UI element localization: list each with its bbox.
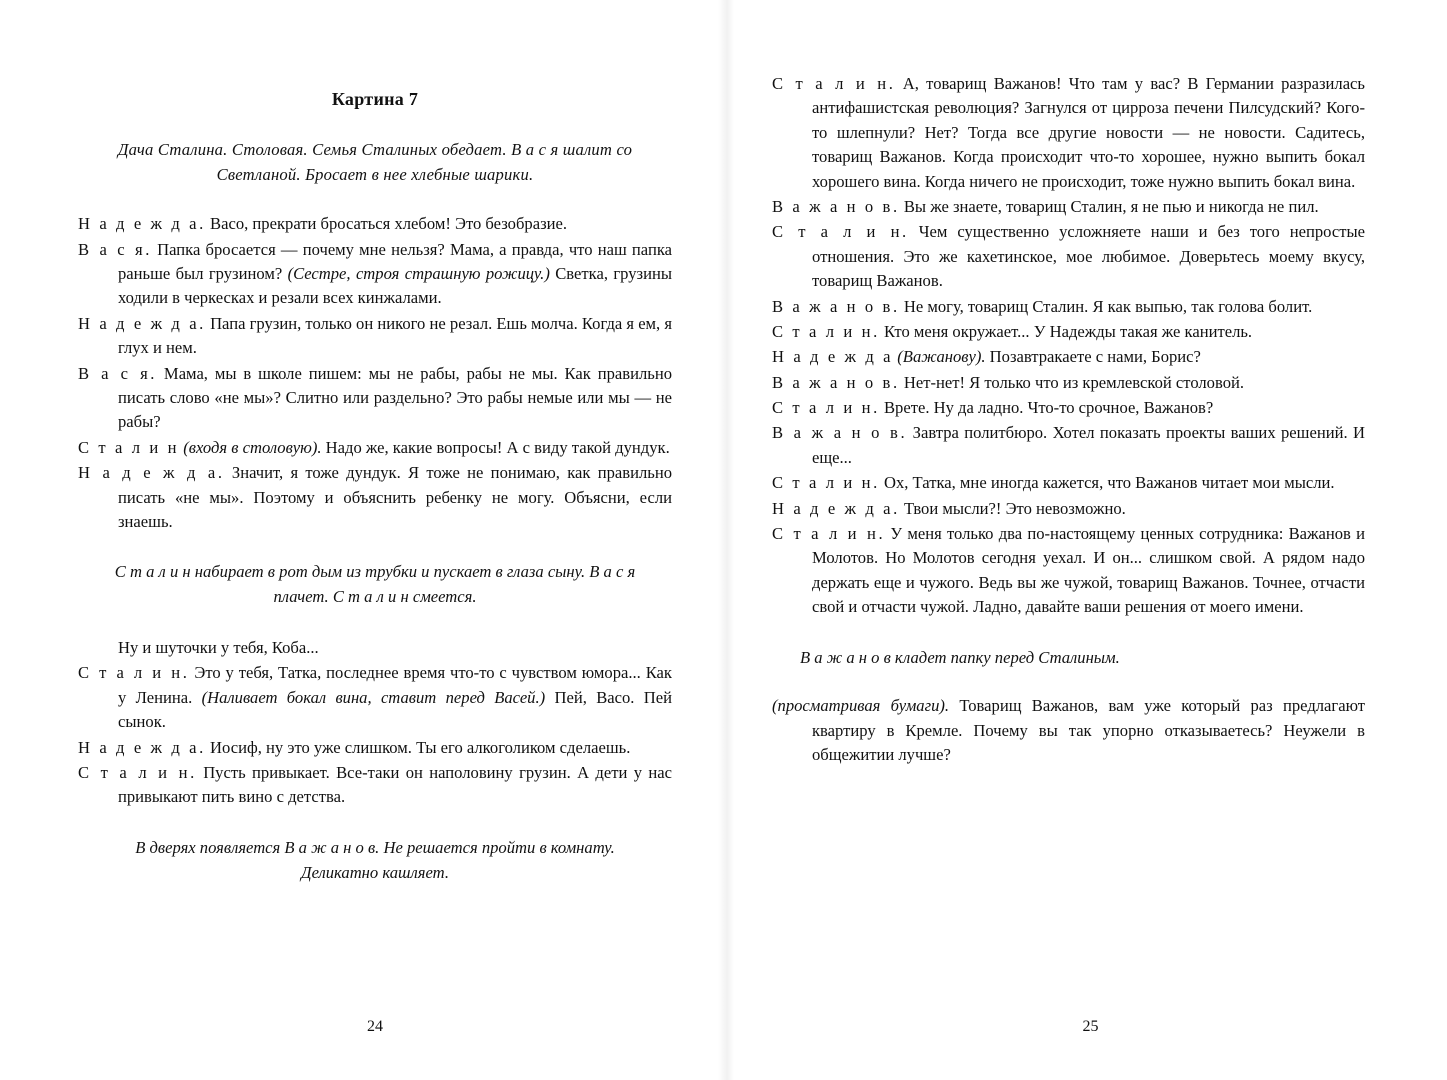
dialogue-line (772, 295, 1365, 319)
speaker-name: С т а л и н. (772, 74, 896, 93)
dialogue-text: Кто меня окружает... У Надежды такая же канитель. (879, 321, 1253, 341)
dialogue-line (772, 195, 1365, 219)
speaker-name: В а ж а н о в. (772, 196, 900, 216)
right-page (724, 0, 1447, 1080)
inline-stage-direction: (Важанову). (897, 347, 986, 367)
dialogue-text: Папка бросается — почему мне нельзя? Мама, а правда, что наш папка раньше был грузином? (118, 239, 673, 284)
dialogue-text: У меня только два по-настоящему ценных сотрудника: Важанов и Молотов. Но Молотов сегодня уехал. И он... слишком свой. А рядом надо держать еще и чужого. Ведь вы же чужой, товарищ Важанов. Точнее, отчасти свой и отчасти чужой. Ладно, давайте ваши решения от моего имени. (812, 524, 1365, 617)
speaker-name: В а ж а н о в. (772, 296, 900, 316)
dialogue-text: Вы же знаете, товарищ Сталин, я не пью и никогда не пил. (899, 196, 1319, 216)
inline-stage-direction: (просматривая бумаги). (772, 696, 950, 716)
dialogue-text: Чем существенно усложняете наши и без того непростые отношения. Это же кахетинское, мое любимое. Доверьтесь моему вкусу, товарищ Важанов. (812, 222, 1365, 291)
left-page-body (78, 86, 672, 886)
dialogue-text: Завтра политбюро. Хотел показать проекты ваших решений. И еще... (812, 423, 1365, 467)
dialogue-text: Не могу, товарищ Сталин. Я как выпью, так голова болит. (899, 296, 1313, 316)
dialogue-line (78, 312, 672, 361)
dialogue-text: Это у тебя, Татка, последнее время что-то с чувством юмора... Как у Ленина. (118, 663, 672, 707)
speaker-name: Н а д е ж д а. (78, 737, 206, 757)
speaker-name: С т а л и н. (772, 524, 886, 544)
speaker-name: В а ж а н о в. (772, 423, 908, 443)
dialogue-line (78, 461, 672, 534)
opening-stage-direction: Дача Сталина. Столовая. Семья Сталиных обедает. В а с я шалит со Светланой. Бросает в нее хлебные шарики. (117, 140, 633, 185)
scene-title: Картина 7 (331, 89, 419, 109)
dialogue-line (772, 497, 1365, 521)
dialogue-text-after: Пей, Васо. Пей сынок. (118, 687, 672, 732)
dialogue-line (78, 761, 672, 810)
speaker-name: С т а л и н. (78, 763, 197, 783)
dialogue-line (772, 371, 1365, 395)
dialogue-text-after: Надо же, какие вопросы! А с виду такой дундук. (321, 437, 670, 457)
stage-direction-block: В а ж а н о в кладет папку перед Сталиным. (800, 647, 1120, 667)
dialogue-line (772, 320, 1365, 344)
speaker-name: С т а л и н. (772, 321, 880, 341)
speaker-name: В а с я. (78, 363, 158, 383)
dialogue-line (78, 661, 672, 734)
speaker-name: В а с я. (78, 239, 152, 259)
dialogue-line (78, 736, 672, 760)
inline-stage-direction: (Наливает бокал вина, ставит перед Васей.) (201, 687, 546, 707)
dialogue-text: Папа грузин, только он никого не резал. Ешь молча. Когда я ем, я глух и нем. (118, 313, 672, 358)
speaker-name: Н а д е ж д а. (78, 313, 206, 333)
speaker-name: С т а л и н. (78, 663, 190, 683)
dialogue-text: Товарищ Важанов, вам уже который раз предлагают квартиру в Кремле. Почему вы так упорно отказываетесь? Неужели в общежитии лучше? (812, 696, 1366, 765)
dialogue-text-after: Светка, грузины ходили в черкесках и резали всех кинжалами. (118, 264, 672, 308)
speaker-name: С т а л и н. (772, 473, 880, 493)
dialogue-line (772, 522, 1365, 620)
right-page-body (772, 72, 1365, 768)
dialogue-text: Васо, прекрати бросаться хлебом! Это безобразие. (205, 214, 568, 234)
stage-direction-block: В дверях появляется В а ж а н о в. Не решается пройти в комнату. Деликатно кашляет. (135, 837, 615, 882)
dialogue-text: А, товарищ Важанов! Что там у вас? В Германии разразилась антифашистская революция? Загнулся от цирроза печени Пилсудский? Кого-то шлепнули? Нет? Тогда все другие новости — не новости. Садитесь, товарищ Важанов. Когда происходит что-то хорошее, нужно выпить бокал хорошего вина. Когда ничего не происходит, тоже нужно выпить бокал вина. (812, 74, 1365, 191)
speaker-name: Н а д е ж д а. (78, 214, 206, 234)
dialogue-line (772, 345, 1365, 369)
dialogue-text: Значит, я тоже дундук. Я тоже не понимаю, как правильно писать «не мы». Поэтому и объяснить ребенку не могу. Объясни, если знаешь. (118, 463, 672, 531)
dialogue-line (772, 471, 1365, 495)
page-number-left: 24 (367, 1018, 383, 1035)
dialogue-text: Мама, мы в школе пишем: мы не рабы, рабы не мы. Как правильно писать слово «не мы»? Слитно или раздельно? Это рабы немые или мы — не рабы? (118, 363, 672, 432)
dialogue-line (78, 238, 672, 311)
inline-stage-direction: (Сестре, строя страшную рожицу.) (287, 264, 550, 284)
dialogue-line (78, 362, 672, 435)
dialogue-line (772, 421, 1365, 470)
dialogue-text: Нет-нет! Я только что из кремлевской столовой. (899, 372, 1245, 392)
dialogue-text-after: Позавтракаете с нами, Борис? (985, 347, 1201, 367)
dialogue-line (772, 396, 1365, 420)
final-paragraph (772, 694, 1365, 767)
plain-line: Ну и шуточки у тебя, Коба... (118, 638, 319, 658)
page-number-right: 25 (1082, 1018, 1099, 1035)
speaker-name: С т а л и н (78, 437, 180, 457)
speaker-name: Н а д е ж д а (772, 347, 894, 367)
speaker-name: Н а д е ж д а. (78, 463, 225, 483)
dialogue-text: Твои мысли?! Это невозможно. (899, 498, 1126, 518)
speaker-name: С т а л и н. (772, 398, 880, 418)
dialogue-line (78, 436, 672, 460)
stage-direction-block: С т а л и н набирает в рот дым из трубки и пускает в глаза сыну. В а с я плачет. С т а л и н смеется. (114, 562, 636, 607)
dialogue-line (772, 220, 1365, 293)
dialogue-text: Ох, Татка, мне иногда кажется, что Важанов читает мои мысли. (879, 473, 1335, 493)
dialogue-text: Пусть привыкает. Все-таки он наполовину грузин. А дети у нас привыкают пить вино с детства. (118, 763, 672, 807)
dialogue-text: Врете. Ну да ладно. Что-то срочное, Важанов? (879, 398, 1214, 418)
dialogue-line (772, 72, 1365, 194)
dialogue-text: Иосиф, ну это уже слишком. Ты его алкоголиком сделаешь. (205, 737, 631, 757)
dialogue-line (78, 212, 672, 236)
speaker-name: В а ж а н о в. (772, 372, 900, 392)
speaker-name: С т а л и н. (772, 222, 909, 242)
speaker-name: Н а д е ж д а. (772, 498, 900, 518)
inline-stage-direction: (входя в столовую). (183, 437, 322, 457)
